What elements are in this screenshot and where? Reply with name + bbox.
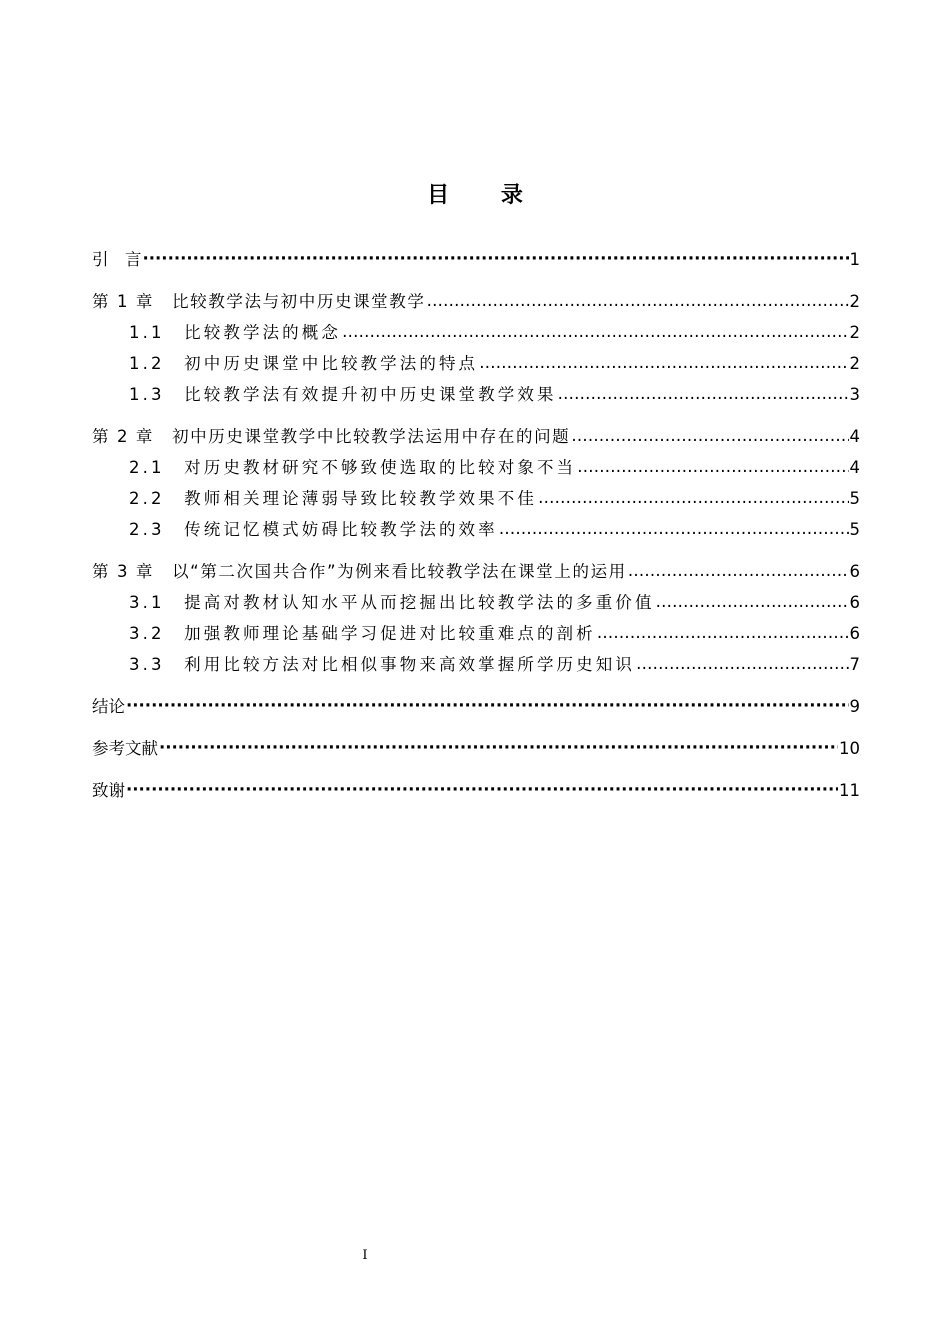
toc-entry-label: 第 1 章 比较教学法与初中历史课堂教学 xyxy=(92,292,426,311)
toc-entry-acknowledgements[interactable] xyxy=(92,775,860,806)
dot-leader xyxy=(636,648,849,679)
toc-entry-page: 1 xyxy=(849,250,860,269)
toc-entry-label: 1.2 初中历史课堂中比较教学法的特点 xyxy=(129,354,479,373)
toc-entry-page: 4 xyxy=(849,427,860,446)
toc-entry-section-2-2[interactable] xyxy=(92,483,860,514)
toc-entry-label: 结论 xyxy=(92,697,125,716)
toc-entry-label: 1.1 比较教学法的概念 xyxy=(129,323,341,342)
toc-entry-label: 2.3 传统记忆模式妨碍比较教学法的效率 xyxy=(129,520,498,539)
toc-entry-label: 第 3 章 以“第二次国共合作”为例来看比较教学法在课堂上的运用 xyxy=(92,562,627,581)
toc-entry-section-3-3[interactable] xyxy=(92,649,860,680)
toc-entry-label: 3.3 利用比较方法对比相似事物来高效掌握所学历史知识 xyxy=(129,655,635,674)
dot-leader xyxy=(342,316,849,347)
dot-leader xyxy=(571,420,848,451)
toc-entry-page: 2 xyxy=(849,292,860,311)
table-of-contents xyxy=(92,244,860,806)
toc-title: 目 录 xyxy=(427,183,545,208)
toc-entry-page: 9 xyxy=(849,697,860,716)
toc-entry-conclusion[interactable] xyxy=(92,691,860,722)
dot-leader xyxy=(143,243,849,274)
toc-entry-label: 3.1 提高对教材认知水平从而挖掘出比较教学法的多重价值 xyxy=(129,593,655,612)
toc-entry-page: 5 xyxy=(849,489,860,508)
dot-leader xyxy=(577,451,848,482)
toc-entry-chapter-2[interactable] xyxy=(92,421,860,452)
toc-entry-label: 致谢 xyxy=(92,781,125,800)
toc-entry-chapter-3[interactable] xyxy=(92,556,860,587)
toc-entry-label: 1.3 比较教学法有效提升初中历史课堂教学效果 xyxy=(129,385,557,404)
toc-entry-introduction[interactable] xyxy=(92,244,860,275)
dot-leader xyxy=(538,482,849,513)
toc-entry-section-2-3[interactable] xyxy=(92,514,860,545)
toc-entry-section-1-3[interactable] xyxy=(92,379,860,410)
toc-entry-label: 3.2 加强教师理论基础学习促进对比较重难点的剖析 xyxy=(129,624,596,643)
toc-entry-section-2-1[interactable] xyxy=(92,452,860,483)
toc-entry-chapter-1[interactable] xyxy=(92,286,860,317)
dot-leader xyxy=(656,586,849,617)
dot-leader xyxy=(126,774,838,805)
toc-entry-page: 6 xyxy=(849,562,860,581)
toc-entry-references[interactable] xyxy=(92,733,860,764)
toc-entry-page: 7 xyxy=(849,655,860,674)
dot-leader xyxy=(558,378,849,409)
page-number: I xyxy=(362,1248,368,1263)
toc-entry-page: 2 xyxy=(849,323,860,342)
dot-leader xyxy=(479,347,848,378)
toc-entry-label: 2.2 教师相关理论薄弱导致比较教学效果不佳 xyxy=(129,489,537,508)
toc-entry-label: 引 言 xyxy=(92,250,142,269)
toc-entry-section-3-1[interactable] xyxy=(92,587,860,618)
toc-entry-page: 11 xyxy=(839,781,860,800)
toc-entry-page: 5 xyxy=(849,520,860,539)
toc-entry-page: 6 xyxy=(849,593,860,612)
dot-leader xyxy=(499,513,849,544)
toc-entry-section-1-1[interactable] xyxy=(92,317,860,348)
dot-leader xyxy=(628,555,849,586)
dot-leader xyxy=(427,285,849,316)
toc-entry-page: 3 xyxy=(849,385,860,404)
toc-entry-page: 4 xyxy=(849,458,860,477)
toc-entry-page: 10 xyxy=(839,739,860,758)
toc-entry-section-1-2[interactable] xyxy=(92,348,860,379)
toc-entry-label: 第 2 章 初中历史课堂教学中比较教学法运用中存在的问题 xyxy=(92,427,571,446)
toc-entry-label: 参考文献 xyxy=(92,739,158,758)
toc-entry-page: 2 xyxy=(849,354,860,373)
toc-entry-label: 2.1 对历史教材研究不够致使选取的比较对象不当 xyxy=(129,458,577,477)
dot-leader xyxy=(597,617,849,648)
dot-leader xyxy=(126,690,849,721)
toc-entry-section-3-2[interactable] xyxy=(92,618,860,649)
toc-entry-page: 6 xyxy=(849,624,860,643)
dot-leader xyxy=(159,732,838,763)
